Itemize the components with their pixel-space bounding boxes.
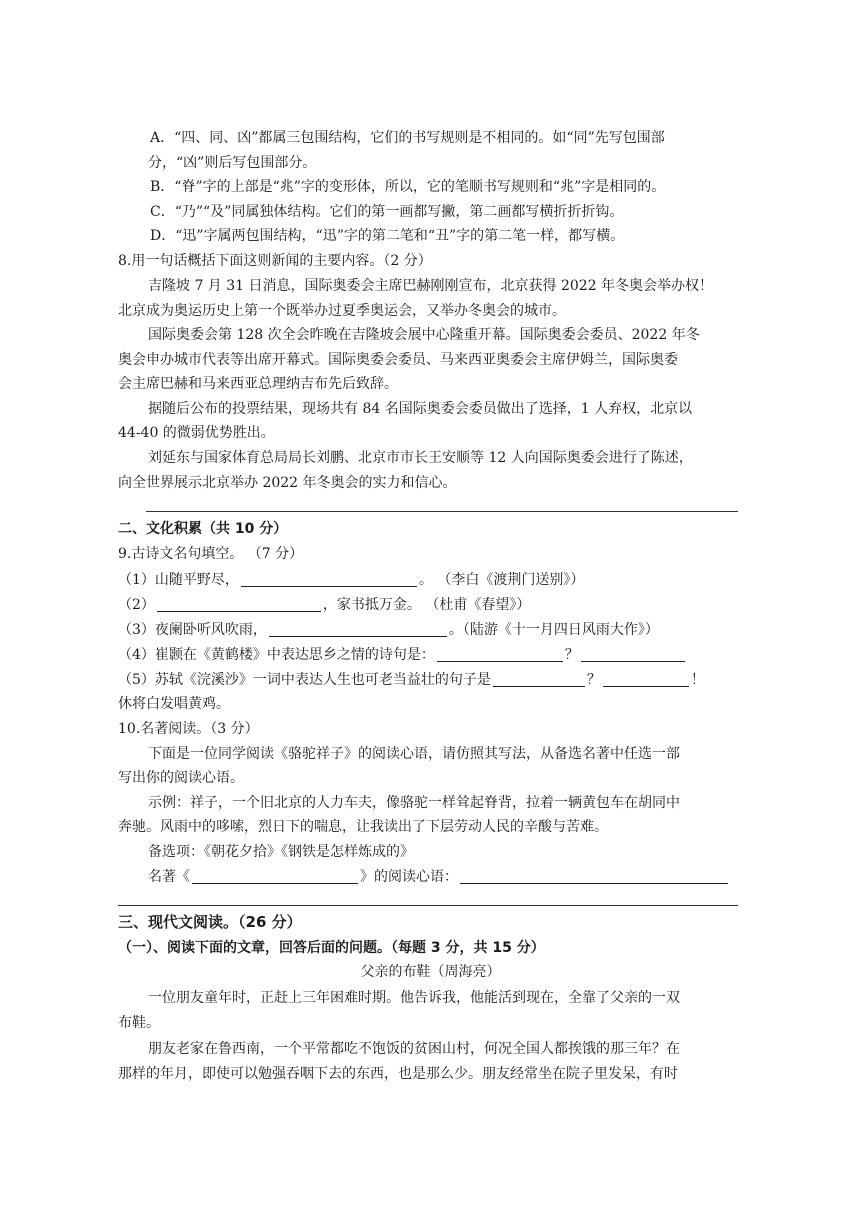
article-paragraph: 朋友老家在鲁西南，一个平常都吃不饱饭的贫困山村，何况全国人都挨饿的那三年？在 xyxy=(148,1041,680,1057)
article-paragraph-cont: 布鞋。 xyxy=(118,1015,160,1031)
q9-item-3 xyxy=(118,620,743,640)
q9-3-blank[interactable] xyxy=(269,622,447,637)
q9-3-source: 。（陆游《十一月四日风雨大作》） xyxy=(448,622,659,638)
q7-option-a-cont: 分，“凶”则后写包围部分。 xyxy=(148,155,317,171)
q7-option-a: A．“四、同、凶”都属三包围结构，它们的书写规则是不相同的。如“同”先写包围部 xyxy=(150,130,665,146)
q9-4-mark: ？ xyxy=(564,647,579,663)
q10-options: 备选项：《朝花夕拾》《钢铁是怎样炼成的》 xyxy=(148,844,414,860)
q10-fill-prefix: 名著《 xyxy=(148,869,190,885)
section2-title: 二、文化积累（共 10 分） xyxy=(118,521,288,537)
q9-1-blank[interactable] xyxy=(241,572,417,587)
q9-item-4 xyxy=(118,645,743,665)
q9-5-blank-a[interactable] xyxy=(493,672,585,687)
q8-prompt: 8.用一句话概括下面这则新闻的主要内容。（2 分） xyxy=(118,253,432,269)
q9-5-mark-q: ？ xyxy=(586,672,601,688)
q8-news-line: 吉隆坡 7 月 31 日消息，国际奥委会主席巴赫刚刚宣布，北京获得 2022 年冬奥会举办权！ xyxy=(148,278,714,294)
q8-news-line: 奥会申办城市代表等出席开幕式。国际奥委会委员、马来西亚奥委会主席伊姆兰，国际奥委 xyxy=(118,352,678,368)
q8-answer-line[interactable] xyxy=(146,511,738,512)
q9-1-source: 。 （李白《渡荆门送别》） xyxy=(418,572,585,588)
q9-3-text: （3）夜阑卧听风吹雨， xyxy=(118,622,267,638)
q9-5-text: （5）苏轼《浣溪沙》一词中表达人生也可老当益壮的句子是 xyxy=(118,672,491,688)
q9-4-blank-a[interactable] xyxy=(437,647,563,662)
q10-fill-mid: 》的阅读心语： xyxy=(360,869,458,885)
q9-2-source: ，家书抵万金。 （杜甫《春望》） xyxy=(322,597,531,613)
q10-instruction: 下面是一位同学阅读《骆驼祥子》的阅读心语，请仿照其写法，从备选名著中任选一部 xyxy=(148,746,680,762)
q10-prompt: 10.名著阅读。（3 分） xyxy=(118,721,259,737)
q9-4-blank-b[interactable] xyxy=(581,647,685,662)
q9-5-mark-ex: ！ xyxy=(690,672,705,688)
article-title: 父亲的布鞋（周海亮） xyxy=(360,964,501,980)
q7-option-d: D．“迅”字属两包围结构，“迅”字的第二笔和“丑”字的第二笔一样，都写横。 xyxy=(150,228,625,244)
q9-5-continuation: 休将白发唱黄鸡。 xyxy=(118,696,230,712)
q8-news-line: 北京成为奥运历史上第一个既举办过夏季奥运会，又举办冬奥会的城市。 xyxy=(118,303,566,319)
q9-2-blank[interactable] xyxy=(157,597,321,612)
q9-2-text: （2） xyxy=(118,597,155,613)
section3-subtitle: （一）、阅读下面的文章，回答后面的问题。（每题 3 分，共 15 分） xyxy=(118,940,545,956)
q10-book-blank[interactable] xyxy=(192,869,358,884)
q9-item-5 xyxy=(118,670,743,690)
q7-option-b: B．“脊”字的上部是“兆”字的变形体，所以，它的笔顺书写规则和“兆”字是相同的。 xyxy=(150,179,666,195)
q8-news-line: 44-40 的微弱优势胜出。 xyxy=(118,425,275,441)
q8-news-line: 向全世界展示北京举办 2022 年冬奥会的实力和信心。 xyxy=(118,475,457,491)
q10-fill xyxy=(148,867,743,887)
q10-note-blank[interactable] xyxy=(460,869,728,884)
q9-4-text: （4）崔颢在《黄鹤楼》中表达思乡之情的诗句是： xyxy=(118,647,435,663)
q8-news-line: 国际奥委会第 128 次全会昨晚在吉隆坡会展中心隆重开幕。国际奥委会委员、2022 年冬 xyxy=(148,327,700,343)
q10-example-cont: 奔驰。风雨中的哆嗦，烈日下的喘息，让我读出了下层劳动人民的辛酸与苦难。 xyxy=(118,819,608,835)
q9-1-text: （1）山随平野尽， xyxy=(118,572,239,588)
q8-news-line: 刘延东与国家体育总局局长刘鹏、北京市市长王安顺等 12 人向国际奥委会进行了陈述， xyxy=(148,450,693,466)
q7-option-c: C．“乃”“及”同属独体结构。它们的第一画都写撇，第二画都写横折折折钩。 xyxy=(150,204,624,220)
section-divider xyxy=(118,905,738,906)
q10-example: 示例：祥子，一个旧北京的人力车夫，像骆驼一样耸起脊背，拉着一辆黄包车在胡同中 xyxy=(148,795,680,811)
q9-item-2 xyxy=(118,595,743,615)
q9-5-blank-b[interactable] xyxy=(603,672,689,687)
article-paragraph: 一位朋友童年时，正赶上三年困难时期。他告诉我，他能活到现在，全靠了父亲的一双 xyxy=(148,990,680,1006)
q9-prompt: 9.古诗文名句填空。 （7 分） xyxy=(118,546,304,562)
q8-news-line: 会主席巴赫和马来西亚总理纳吉布先后致辞。 xyxy=(118,376,398,392)
article-paragraph-cont: 那样的年月，即使可以勉强吞咽下去的东西，也是那么少。朋友经常坐在院子里发呆，有时 xyxy=(118,1066,678,1082)
q9-item-1 xyxy=(118,570,743,590)
q10-instruction-cont: 写出你的阅读心语。 xyxy=(118,770,244,786)
section3-title: 三、现代文阅读。（26 分） xyxy=(118,913,302,931)
q8-news-line: 据随后公布的投票结果，现场共有 84 名国际奥委会委员做出了选择，1 人弃权，北京以 xyxy=(148,401,693,417)
